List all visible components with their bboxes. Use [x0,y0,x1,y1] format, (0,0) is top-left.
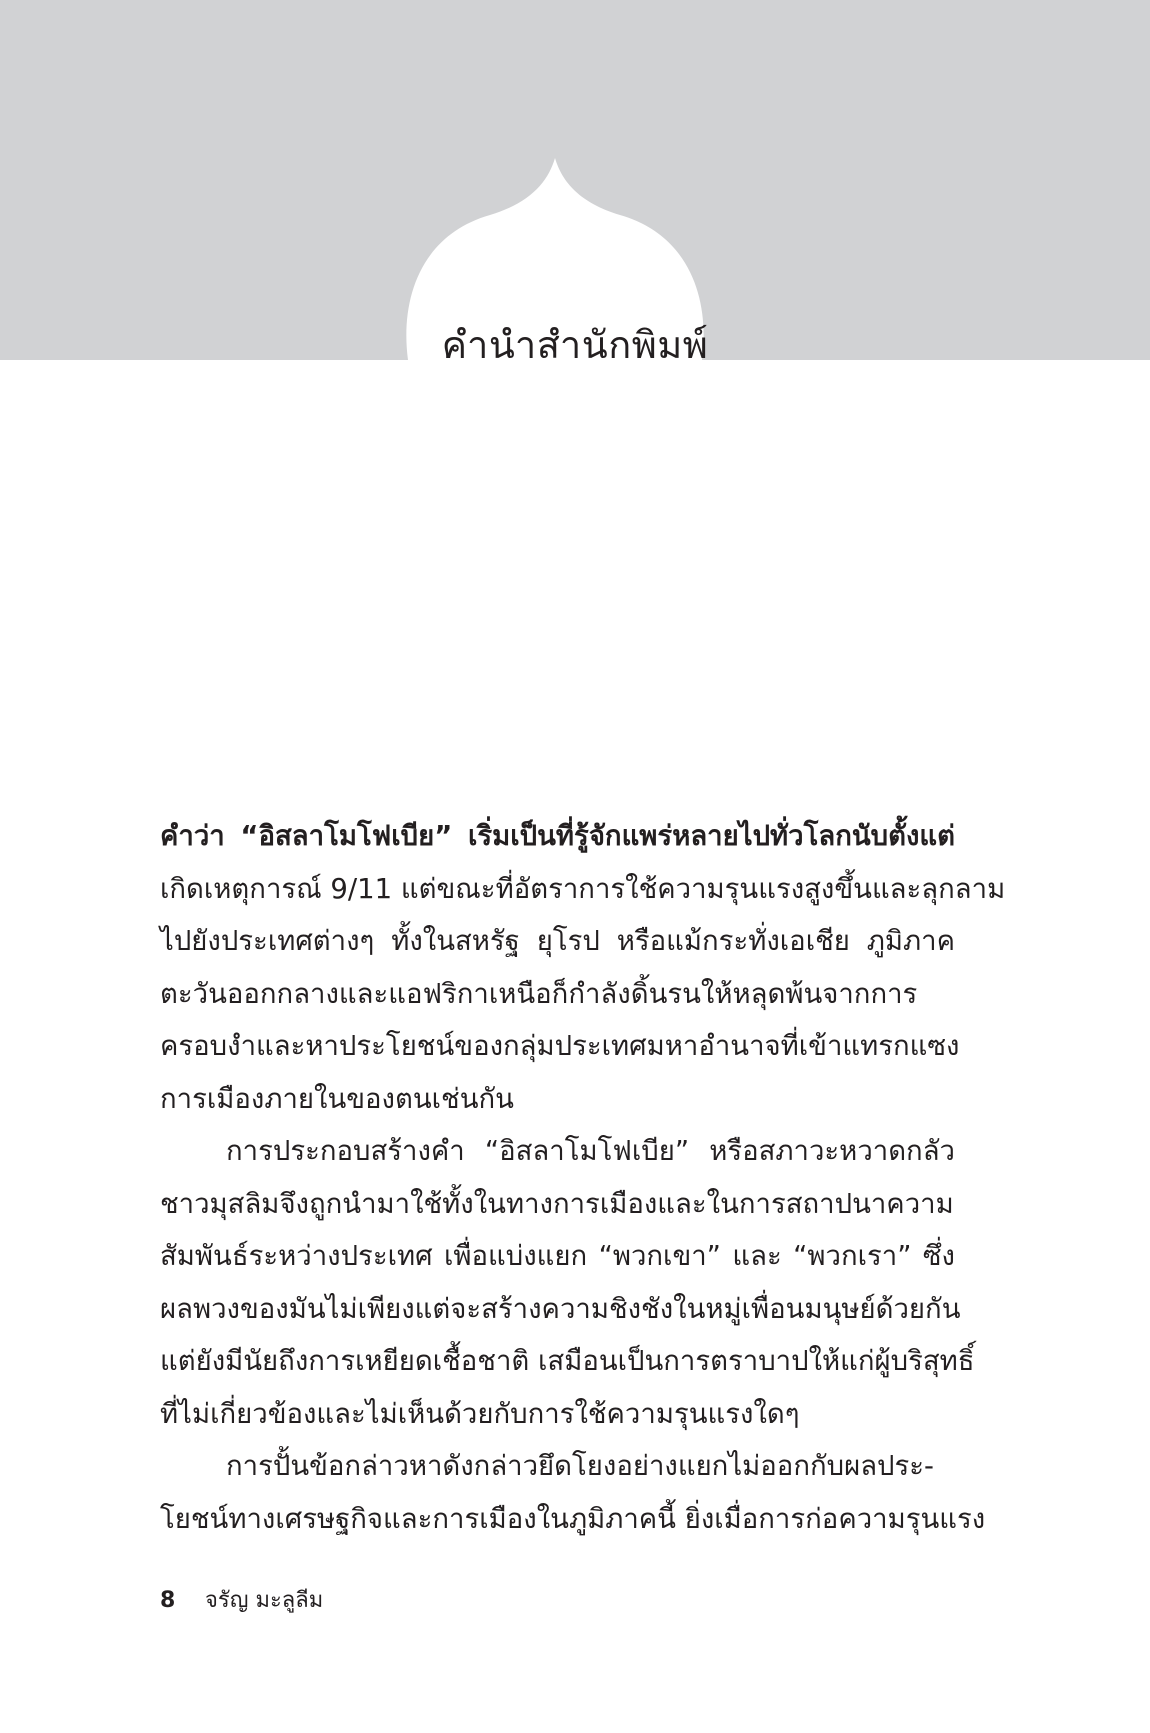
dome-ornament [0,0,1150,360]
text-line: การเมืองภายในของตนเช่นกัน [160,1082,514,1115]
text-line: ครอบงำและหาประโยชน์ของกลุ่มประเทศมหาอำนาจที่เข้าแทรกแซง [160,1030,960,1062]
paragraph-1 [160,810,1006,1125]
page-footer [160,1586,323,1616]
text-line: แต่ยังมีนัยถึงการเหยียดเชื้อชาติ เสมือนเป็นการตราบาปให้แก่ผู้บริสุทธิ์ [160,1345,975,1377]
page-number: 8 [160,1588,176,1613]
paragraph-3 [160,1440,986,1545]
body-text [160,810,1006,1545]
text-line: ที่ไม่เกี่ยวข้องและไม่เห็นด้วยกับการใช้ความรุนแรงใดๆ [160,1397,800,1430]
text-line: ไปยังประเทศต่างๆ ทั้งในสหรัฐ ยุโรป หรือแม้กระทั่งเอเชีย ภูมิภาค [160,925,955,957]
text-line: เกิดเหตุการณ์ 9/11 แต่ขณะที่อัตราการใช้ความรุนแรงสูงขึ้นและลุกลาม [160,872,1006,905]
text-line: ผลพวงของมันไม่เพียงแต่จะสร้างความชิงชังในหมู่เพื่อนมนุษย์ด้วยกัน [160,1292,961,1325]
paragraph-2 [160,1125,975,1440]
chapter-title: คำนำสำนักพิมพ์ [441,323,709,367]
text-line: สัมพันธ์ระหว่างประเทศ เพื่อแบ่งแยก “พวกเขา” และ “พวกเรา” ซึ่ง [160,1240,955,1272]
text-line: โยชน์ทางเศรษฐกิจและการเมืองในภูมิภาคนี้ ยิ่งเมื่อการก่อความรุนแรง [160,1502,986,1535]
text-line: การประกอบสร้างคำ “อิสลาโมโฟเบีย” หรือสภาวะหวาดกลัว [226,1135,955,1167]
running-footer-author: จรัญ มะลูลีม [205,1588,324,1613]
text-line: คำว่า “อิสลาโมโฟเบีย” เริ่มเป็นที่รู้จักแพร่หลายไปทั่วโลกนับตั้งแต่ [160,820,955,852]
text-line: ตะวันออกกลางและแอฟริกาเหนือก็กำลังดิ้นรนให้หลุดพ้นจากการ [160,977,918,1010]
text-line: การปั้นข้อกล่าวหาดังกล่าวยึดโยงอย่างแยกไม่ออกกับผลประ- [226,1450,934,1482]
text-line: ชาวมุสลิมจึงถูกนำมาใช้ทั้งในทางการเมืองและในการสถาปนาความ [160,1187,954,1220]
